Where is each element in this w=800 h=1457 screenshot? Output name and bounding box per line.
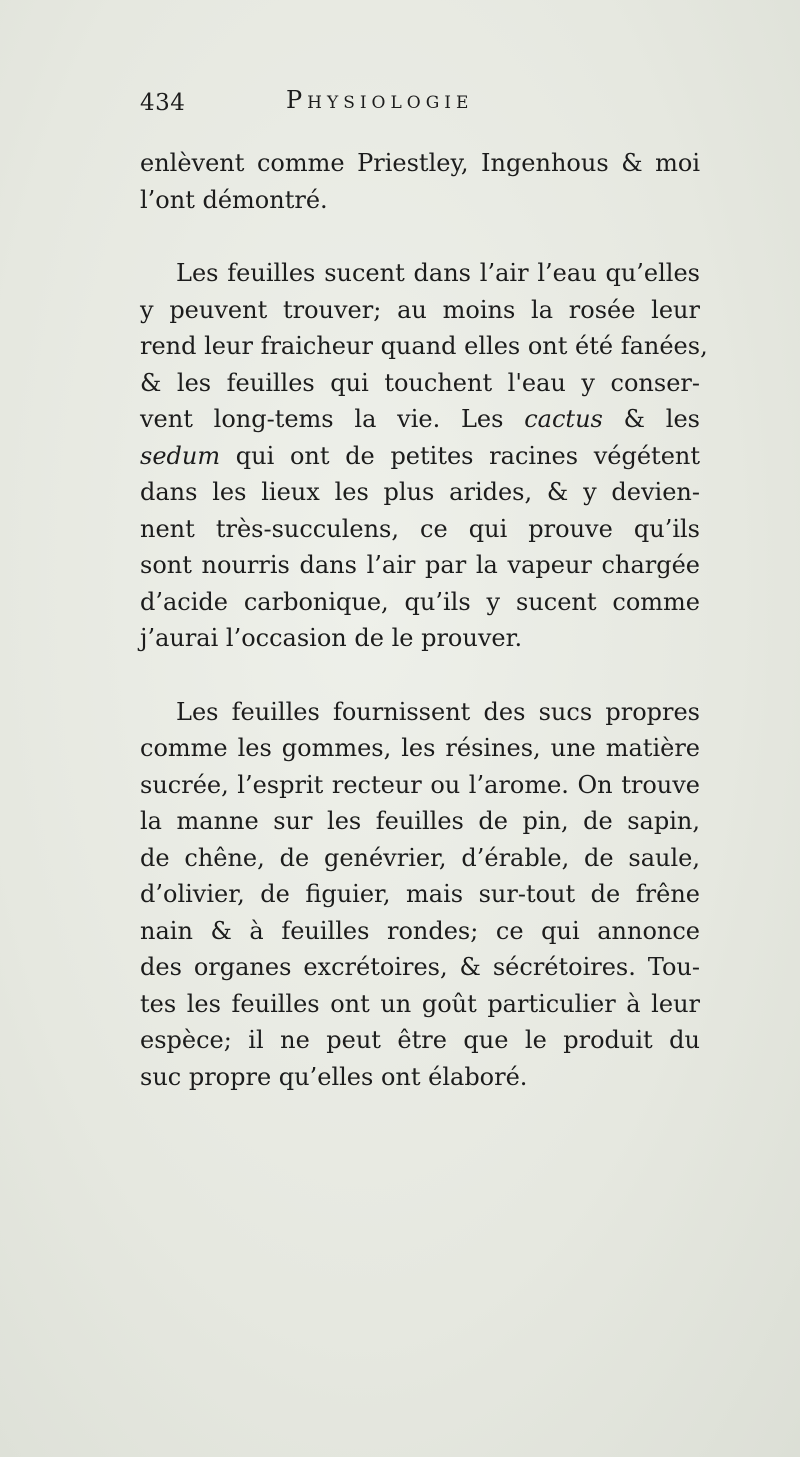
text-line: des organes excrétoires, & sécrétoires. Tou- (140, 953, 700, 981)
body-text (140, 145, 708, 1095)
text-line: y peuvent trouver; au moins la rosée leur (140, 295, 700, 324)
text-line: de chêne, de genévrier, d’érable, de saule, (140, 843, 700, 872)
text-line: sucrée, l’esprit recteur ou l’arome. On trouve (140, 770, 700, 799)
text-line: d’olivier, de figuier, mais sur-tout de frêne (140, 880, 700, 908)
italic-term-sedum: sedum (140, 441, 221, 470)
text-fragment: vent long-tems la vie. Les (140, 405, 504, 433)
paragraph-2 (140, 255, 708, 657)
text-line: nain & à feuilles rondes; ce qui annonce (140, 916, 700, 945)
text-line: espèce; il ne peut être que le produit du (140, 1026, 700, 1054)
text-line-with-italics (140, 401, 700, 438)
text-fragment: les (665, 405, 700, 433)
text-line: & les feuilles qui touchent l'eau y conser- (140, 368, 700, 397)
text-line: sont nourris dans l’air par la vapeur chargée (140, 551, 700, 579)
text-line: rend leur fraicheur quand elles ont été fanées, (140, 332, 708, 360)
text-fragment: & (623, 405, 645, 433)
page-header (140, 78, 700, 128)
page-number: 434 (140, 90, 186, 116)
text-line: la manne sur les feuilles de pin, de sapin, (140, 807, 700, 835)
running-title: Physiologie (286, 86, 474, 114)
italic-term-cactus: cactus (524, 405, 603, 433)
text-line: Les feuilles sucent dans l’air l’eau qu’elles (176, 259, 700, 287)
text-line: comme les gommes, les résines, une matière (140, 734, 700, 762)
paragraph-1 (140, 145, 700, 218)
paragraph-3 (140, 694, 700, 1096)
text-line: nent très-succulens, ce qui prouve qu’ils (140, 514, 700, 543)
text-line: enlèvent comme Priestley, Ingenhous & moi (140, 149, 700, 177)
text-line: tes les feuilles ont un goût particulier à leur (140, 989, 700, 1018)
text-line: dans les lieux les plus arides, & y devien- (140, 478, 700, 506)
text-line: j’aurai l’occasion de le prouver. (140, 624, 523, 652)
text-line: suc propre qu’elles ont élaboré. (140, 1062, 528, 1091)
text-line: d’acide carbonique, qu’ils y sucent comme (140, 587, 700, 616)
text-line: l’ont démontré. (140, 185, 328, 214)
text-fragment: qui ont de petites racines végétent (235, 441, 700, 470)
text-line-with-italics (140, 438, 700, 475)
text-line: Les feuilles fournissent des sucs propres (176, 697, 700, 726)
